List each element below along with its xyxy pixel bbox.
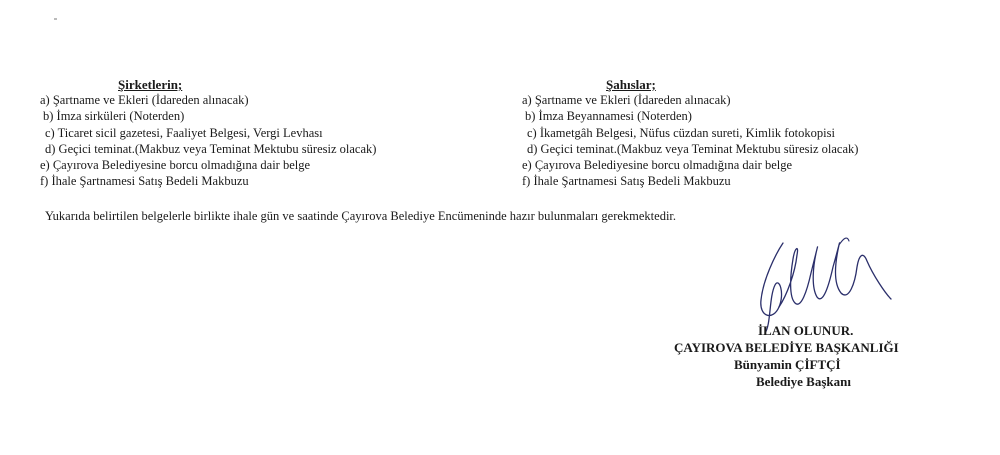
individuals-item-c: c) İkametgâh Belgesi, Nüfus cüzdan sureti, Kimlik fotokopisi [527, 125, 835, 140]
individuals-heading: Şahıslar; [606, 77, 656, 92]
mayor-title: Belediye Başkanı [756, 374, 851, 389]
individuals-item-b: b) İmza Beyannamesi (Noterden) [525, 109, 692, 124]
companies-heading: Şirketlerin; [118, 77, 183, 92]
municipality-name: ÇAYIROVA BELEDİYE BAŞKANLIĞI [674, 340, 899, 355]
companies-item-a: a) Şartname ve Ekleri (İdareden alınacak) [40, 93, 249, 107]
scan-speck [54, 18, 57, 20]
companies-item-e: e) Çayırova Belediyesine borcu olmadığına dair belge [40, 158, 311, 173]
companies-item-c: c) Ticaret sicil gazetesi, Faaliyet Belgesi, Vergi Levhası [45, 125, 323, 140]
signature-block [655, 322, 955, 390]
individuals-item-f: f) İhale Şartnamesi Satış Bedeli Makbuzu [522, 174, 731, 189]
attendance-notice: Yukarıda belirtilen belgelerle birlikte ihale gün ve saatinde Çayırova Belediye Encümeninde hazır bulunmaları gerekmektedir. [45, 209, 677, 223]
signature-stroke [735, 225, 905, 335]
companies-item-b: b) İmza sirküleri (Noterden) [43, 109, 185, 124]
individuals-item-a: a) Şartname ve Ekleri (İdareden alınacak) [522, 93, 731, 107]
individuals-item-e: e) Çayırova Belediyesine borcu olmadığına dair belge [522, 158, 793, 173]
mayor-name: Bünyamin ÇİFTÇİ [734, 357, 841, 372]
individuals-section [522, 78, 982, 190]
companies-item-f: f) İhale Şartnamesi Satış Bedeli Makbuzu [40, 174, 249, 189]
individuals-item-d: d) Geçici teminat.(Makbuz veya Teminat Mektubu süresiz olacak) [527, 141, 859, 156]
companies-section [40, 78, 500, 190]
announcement-line: İLAN OLUNUR. [758, 323, 854, 338]
handwritten-signature [735, 225, 905, 335]
companies-item-d: d) Geçici teminat.(Makbuz veya Teminat Mektubu süresiz olacak) [45, 141, 377, 156]
